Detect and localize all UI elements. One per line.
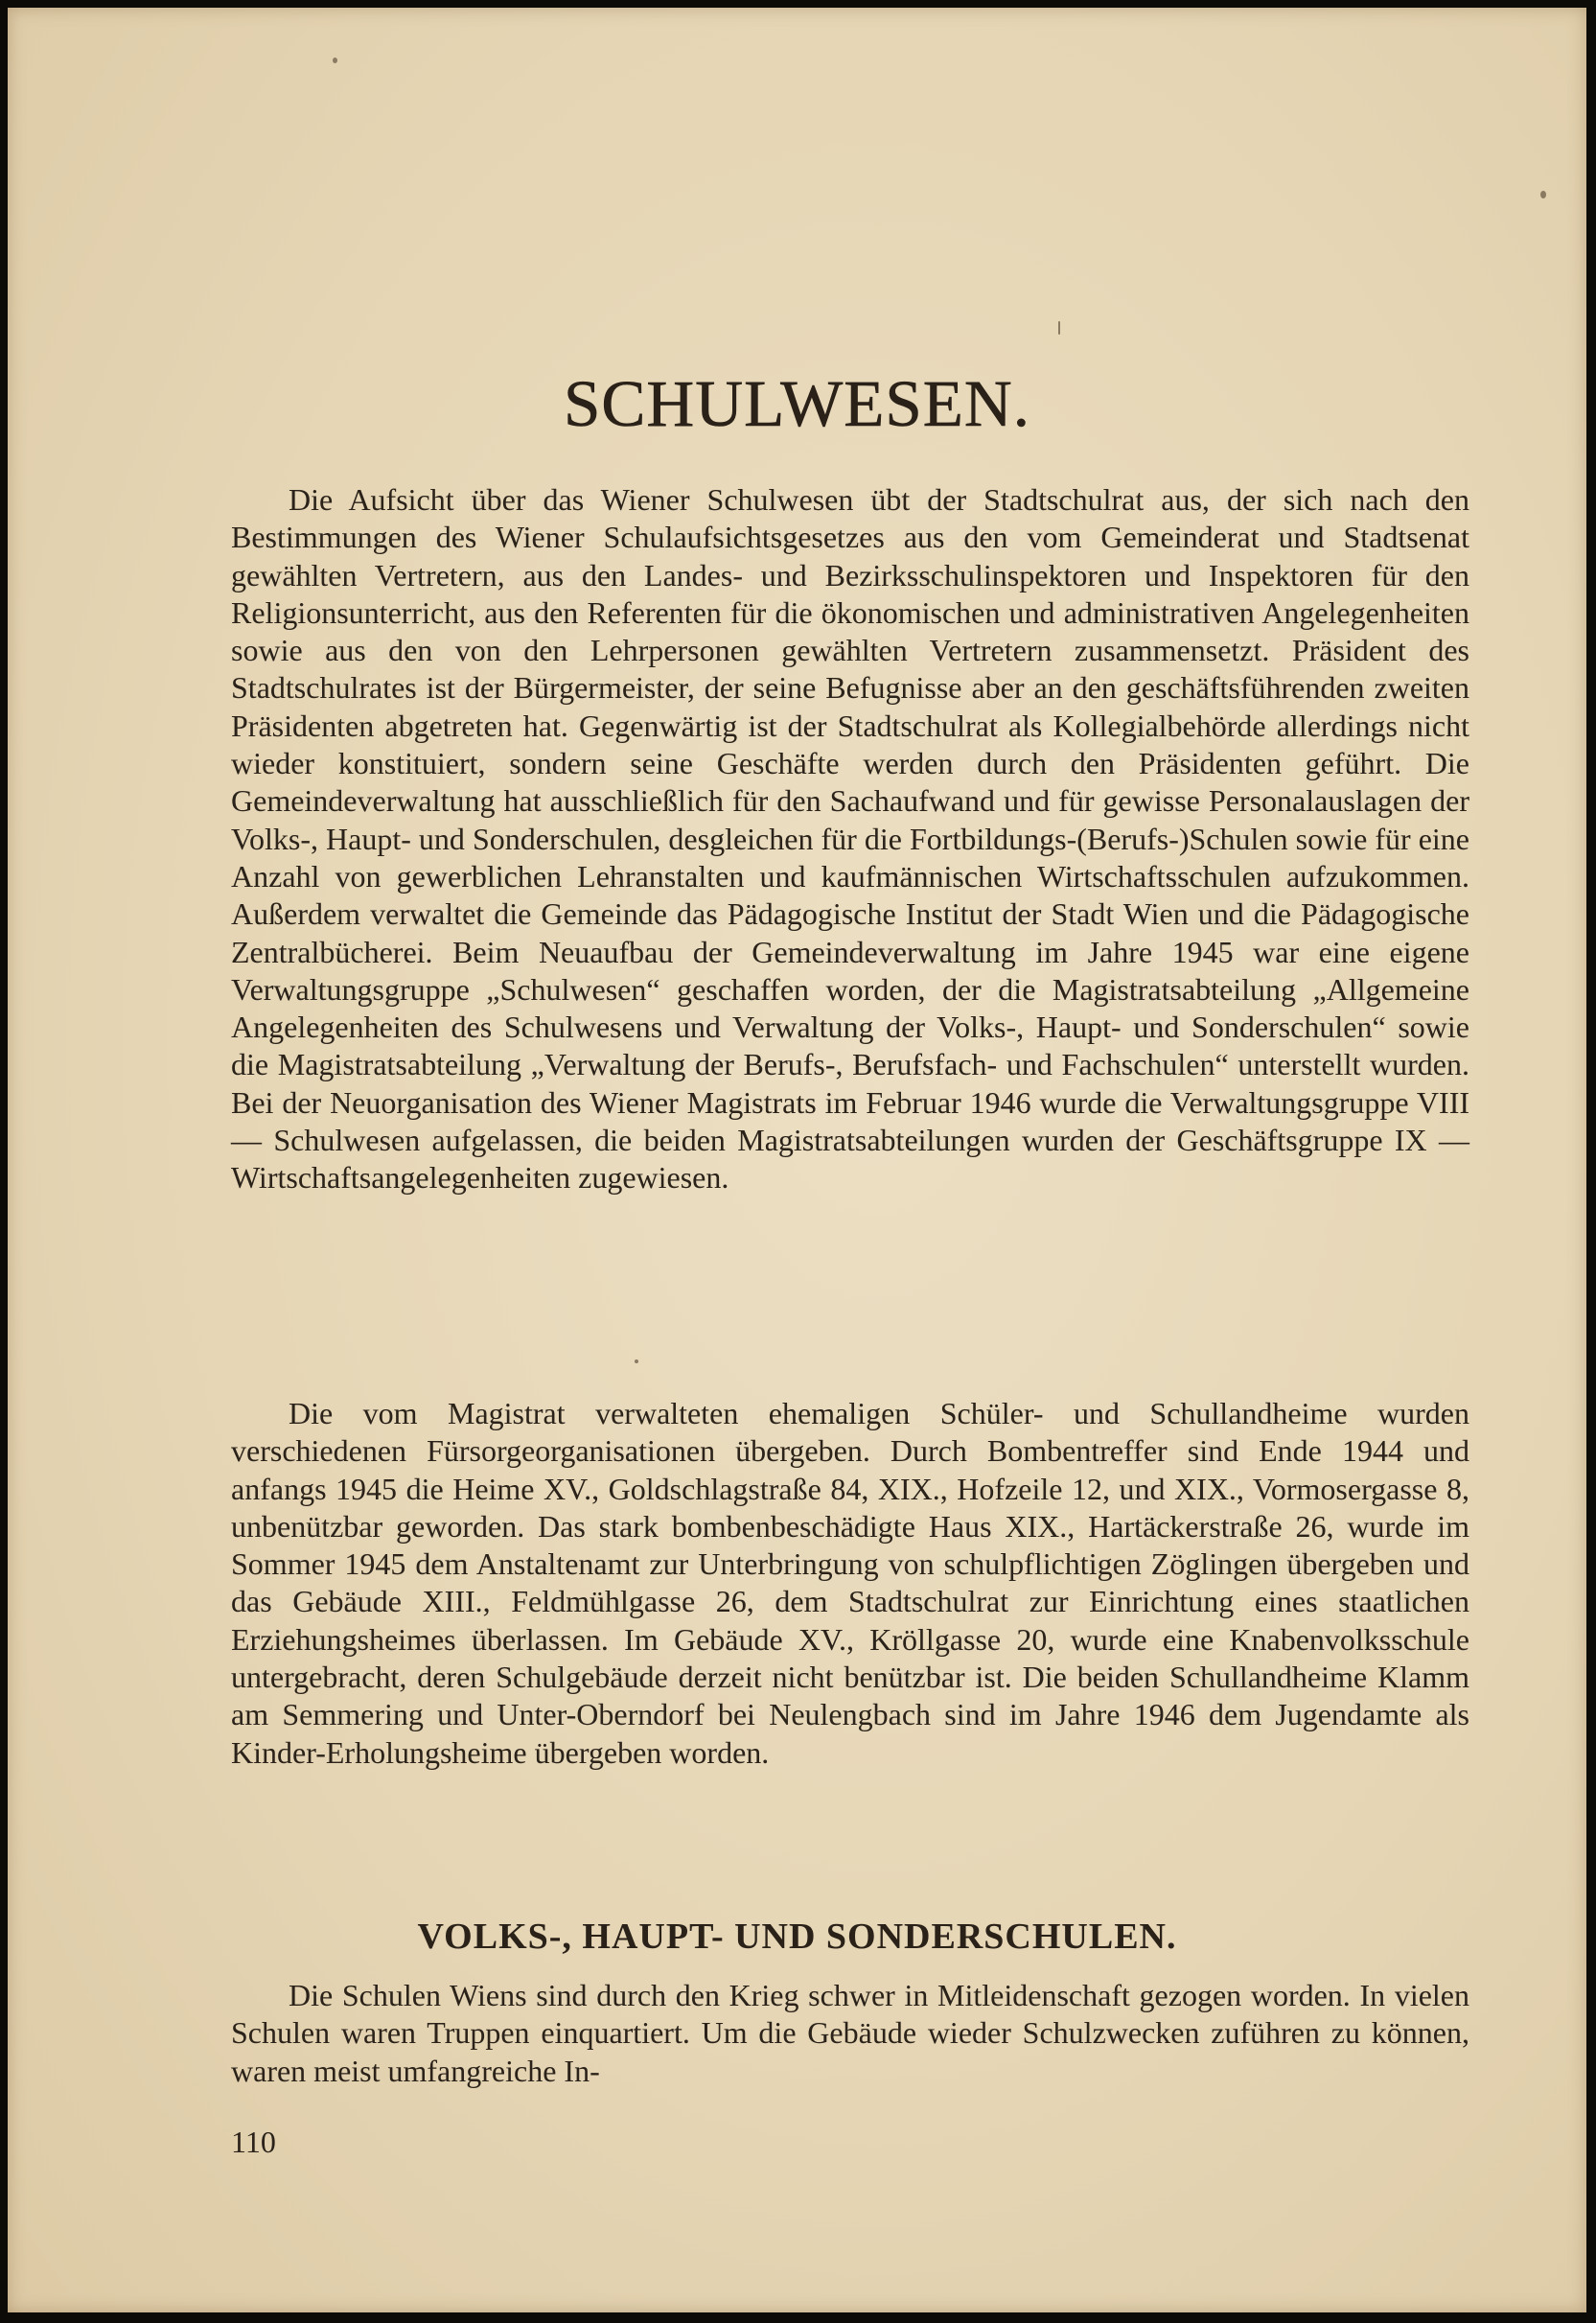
paragraph-text: Die vom Magistrat verwalteten ehemaligen Schüler- und Schullandheime wurden verschiedenen Fürsorgeorganisationen übergeben. Durch Bombentreffer sind Ende 1944 und anfangs 1945 die Heime XV., Goldschlagstraße 84, XIX., Hofzeile 12, und XIX., Vormosergasse 8, unbenützbar geworden. Das stark bombenbeschädigte Haus XIX., Hartäckerstraße 26, wurde im Sommer 1945 dem Anstaltenamt zur Unterbringung von schulpflichtigen Zöglingen übergeben und das Gebäude XIII., Feldmühlgasse 26, dem Stadtschulrat zur Einrichtung eines staatlichen Erziehungsheimes überlassen. Im Gebäude XV., Kröllgasse 20, wurde eine Knabenvolksschule untergebracht, deren Schulgebäude derzeit nicht benützbar ist. Die beiden Schullandheime Klamm am Semmering und Unter-Oberndorf bei Neulengbach sind im Jahre 1946 dem Jugendamte als Kinder-Erholungsheime übergeben worden.: [231, 1396, 1469, 1770]
section-paragraph: [231, 1977, 1469, 2090]
section-heading: VOLKS-, HAUPT- UND SONDERSCHULEN.: [417, 1916, 1177, 1957]
page-number: 110: [231, 2125, 276, 2159]
paragraph-text: Die Aufsicht über das Wiener Schulwesen übt der Stadtschulrat aus, der sich nach den Bestimmungen des Wiener Schulaufsichtsgesetzes aus den vom Gemeinderat und Stadtsenat gewählten Vertretern, aus den Landes- und Bezirksschulinspektoren und Inspektoren für den Religionsunterricht, aus den Referenten für die ökonomischen und administrativen Angelegenheiten sowie aus den von den Lehrpersonen gewählten Vertretern zusammensetzt. Präsident des Stadtschulrates ist der Bürgermeister, der seine Befugnisse aber an den geschäftsführenden zweiten Präsidenten abgetreten hat. Gegenwärtig ist der Stadtschulrat als Kollegialbehörde allerdings nicht wieder konstituiert, sondern seine Geschäfte werden durch den Präsidenten geführt. Die Gemeindeverwaltung hat ausschließlich für den Sachaufwand und für gewisse Personalauslagen der Volks-, Haupt- und Sonderschulen, desgleichen für die Fortbildungs-(Berufs-)Schulen sowie für eine Anzahl von gewerblichen Lehranstalten und kaufmännischen Wirtschaftsschulen aufzukommen. Außerdem verwaltet die Gemeinde das Pädagogische Institut der Stadt Wien und die Pädagogische Zentralbücherei. Beim Neuaufbau der Gemeindeverwaltung im Jahre 1945 war eine eigene Verwaltungsgruppe „Schulwesen“ geschaffen worden, der die Magistratsabteilung „Allgemeine Angelegenheiten des Schulwesens und Verwaltung der Volks-, Haupt- und Sonderschulen“ sowie die Magistratsabteilung „Verwaltung der Berufs-, Berufsfach- und Fachschulen“ unterstellt wurden. Bei der Neuorganisation des Wiener Magistrats im Februar 1946 wurde die Verwaltungsgruppe VIII — Schulwesen aufgelassen, die beiden Magistratsabteilungen wurden der Geschäftsgruppe IX — Wirtschaftsangelegenheiten zugewiesen.: [231, 482, 1469, 1196]
paper-speck: [333, 58, 337, 63]
page-title: SCHULWESEN.: [564, 367, 1030, 440]
paper-speck: [635, 1359, 638, 1363]
scanned-page: [8, 8, 1586, 2312]
paper-speck: [1540, 191, 1546, 198]
paragraph-text: Die Schulen Wiens sind durch den Krieg schwer in Mitleidenschaft gezogen worden. In vielen Schulen waren Truppen einquartiert. Um die Gebäude wieder Schulzwecken zuführen zu können, waren meist umfangreiche In-: [231, 1978, 1469, 2088]
body-paragraph: [231, 1395, 1469, 1772]
body-paragraph: [231, 481, 1469, 1197]
paper-speck: [1058, 321, 1060, 335]
